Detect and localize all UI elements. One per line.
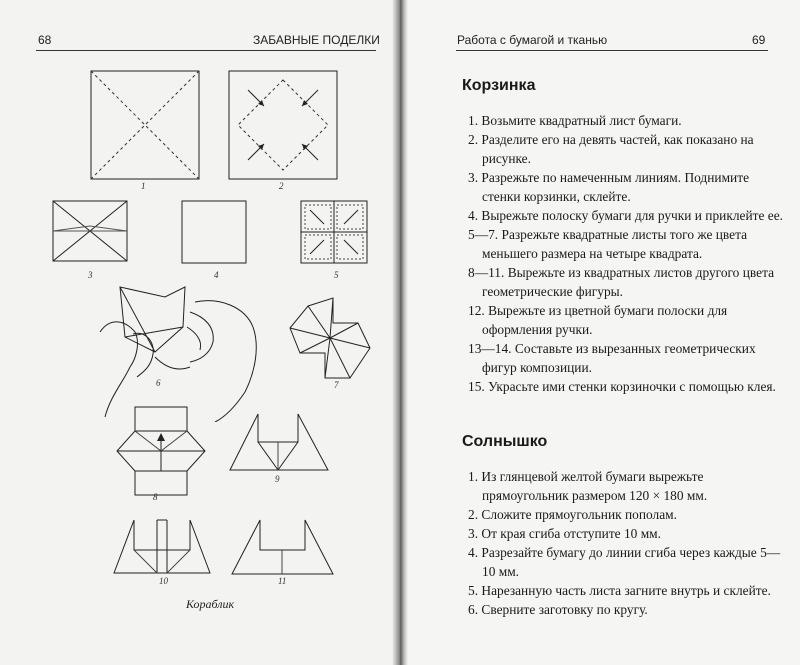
origami-figure-2 bbox=[228, 70, 338, 180]
figure-number: 6 bbox=[156, 378, 161, 388]
step-text: Нарезанную часть листа загните внутрь и склейте. bbox=[481, 583, 771, 598]
step-number: 1. bbox=[468, 469, 479, 484]
step-number: 4. bbox=[468, 545, 479, 560]
step-item bbox=[456, 168, 786, 206]
step-item bbox=[456, 111, 786, 130]
right-page-number: 69 bbox=[752, 33, 766, 47]
step-item bbox=[456, 581, 786, 600]
section-title-solnyshko: Солнышко bbox=[462, 433, 548, 450]
origami-figure-9 bbox=[228, 412, 330, 472]
step-text: От края сгиба отступите 10 мм. bbox=[481, 526, 661, 541]
step-text: Из глянцевой желтой бумаги вырежьте прямоугольник размером 120 × 180 мм. bbox=[481, 469, 708, 503]
step-item bbox=[456, 543, 786, 581]
step-item bbox=[456, 263, 786, 301]
step-number: 5. bbox=[468, 583, 479, 598]
step-item bbox=[456, 206, 786, 225]
step-text: Разрежьте квадратные листы того же цвета меньшего размера на четыре квадрата. bbox=[482, 227, 748, 261]
step-number: 3. bbox=[468, 170, 479, 185]
figure-number: 2 bbox=[279, 181, 284, 191]
figure-number: 4 bbox=[214, 270, 219, 280]
step-text: Составьте из вырезанных геометрических фигур композиции. bbox=[482, 341, 756, 375]
origami-figure-11 bbox=[230, 518, 335, 576]
step-text: Разрезайте бумагу до линии сгиба через каждые 5—10 мм. bbox=[481, 545, 781, 579]
origami-figure-3 bbox=[52, 200, 128, 262]
left-running-title: ЗАБАВНЫЕ ПОДЕЛКИ bbox=[253, 33, 380, 47]
korzinka-steps bbox=[456, 111, 786, 396]
figure-number: 10 bbox=[159, 576, 168, 586]
figure-number: 8 bbox=[153, 492, 158, 502]
step-text: Сверните заготовку по кругу. bbox=[481, 602, 648, 617]
step-number: 8—11. bbox=[468, 265, 505, 280]
step-number: 13—14. bbox=[468, 341, 512, 356]
step-text: Разделите его на девять частей, как показано на рисунке. bbox=[481, 132, 754, 166]
step-number: 4. bbox=[468, 208, 479, 223]
origami-figure-5 bbox=[300, 200, 368, 264]
figure-number: 1 bbox=[141, 181, 146, 191]
step-text: Вырежьте полоску бумаги для ручки и приклейте ее. bbox=[481, 208, 784, 223]
step-number: 15. bbox=[468, 379, 485, 394]
step-number: 6. bbox=[468, 602, 479, 617]
step-item bbox=[456, 339, 786, 377]
origami-figure-8 bbox=[115, 405, 207, 497]
step-item bbox=[456, 600, 786, 619]
figure-number: 3 bbox=[88, 270, 93, 280]
step-text: Сложите прямоугольник пополам. bbox=[481, 507, 677, 522]
figure-number: 5 bbox=[334, 270, 339, 280]
step-text: Украсьте ими стенки корзиночки с помощью клея. bbox=[488, 379, 776, 394]
figure-number: 7 bbox=[334, 380, 339, 390]
step-number: 12. bbox=[468, 303, 485, 318]
solnyshko-steps bbox=[456, 467, 786, 619]
figure-number: 9 bbox=[275, 474, 280, 484]
right-running-title: Работа с бумагой и тканью bbox=[457, 33, 608, 47]
step-item bbox=[456, 130, 786, 168]
step-item bbox=[456, 524, 786, 543]
section-title-korzinka: Корзинка bbox=[462, 77, 536, 94]
step-item bbox=[456, 301, 786, 339]
origami-figure-6-hands bbox=[95, 282, 265, 422]
origami-figure-1 bbox=[90, 70, 200, 180]
step-text: Вырежьте из цветной бумаги полоски для оформления ручки. bbox=[482, 303, 728, 337]
step-item bbox=[456, 505, 786, 524]
step-item bbox=[456, 377, 786, 396]
step-number: 2. bbox=[468, 507, 479, 522]
left-header-rule bbox=[36, 50, 376, 51]
figure-caption: Кораблик bbox=[186, 597, 235, 611]
left-page-number: 68 bbox=[38, 33, 52, 47]
origami-figure-4 bbox=[181, 200, 247, 264]
origami-figure-10 bbox=[112, 515, 212, 575]
step-number: 1. bbox=[468, 113, 479, 128]
step-number: 2. bbox=[468, 132, 479, 147]
step-number: 5—7. bbox=[468, 227, 499, 242]
right-header-rule bbox=[456, 50, 768, 51]
step-text: Разрежьте по намеченным линиям. Поднимите стенки корзинки, склейте. bbox=[481, 170, 750, 204]
step-item bbox=[456, 467, 786, 505]
figure-number: 11 bbox=[278, 576, 287, 586]
step-item bbox=[456, 225, 786, 263]
right-page bbox=[400, 0, 800, 665]
origami-figure-7 bbox=[288, 296, 373, 381]
book-gutter bbox=[392, 0, 408, 665]
step-text: Вырежьте из квадратных листов другого цвета геометрические фигуры. bbox=[482, 265, 775, 299]
step-text: Возьмите квадратный лист бумаги. bbox=[481, 113, 682, 128]
step-number: 3. bbox=[468, 526, 479, 541]
